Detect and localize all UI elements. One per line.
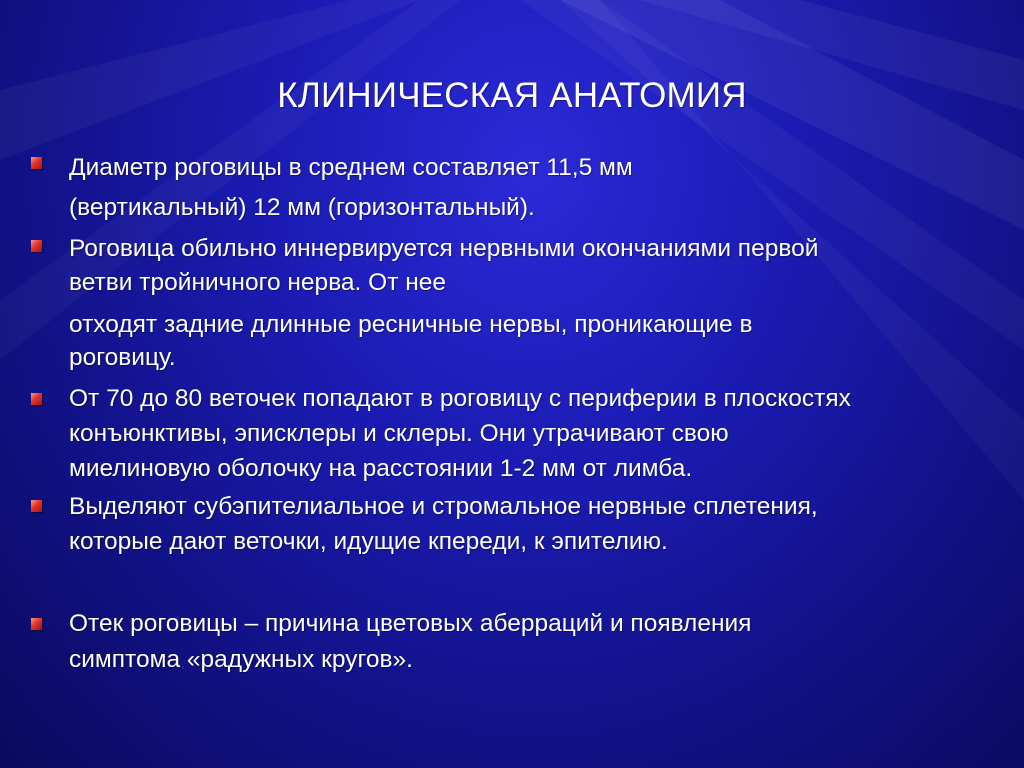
bullet-4-line-2: которые дают веточки, идущие кпереди, к эпителию. [69, 528, 668, 555]
bullet-5-line-2: симптома «радужных кругов». [69, 646, 413, 673]
bullet-4-line-1: Выделяют субэпителиальное и стромальное нервные сплетения, [69, 493, 818, 520]
bullet-2-line-4: роговицу. [69, 344, 176, 371]
bullet-3-line-2: конъюнктивы, эписклеры и склеры. Они утрачивают свою [69, 420, 729, 447]
square-bullet-icon [31, 240, 42, 252]
square-bullet-icon [31, 393, 42, 405]
bullet-2-line-2: ветви тройничного нерва. От нее [69, 269, 447, 296]
square-bullet-icon [31, 157, 42, 169]
bullet-5-line-1: Отек роговицы – причина цветовых аберраций и появления [69, 610, 752, 637]
square-bullet-icon [31, 500, 42, 512]
bullet-3-line-1: От 70 до 80 веточек попадают в роговицу с периферии в плоскостях [69, 385, 851, 412]
bullet-3-line-3: миелиновую оболочку на расстоянии 1-2 мм от лимба. [69, 455, 693, 482]
square-bullet-icon [31, 618, 42, 630]
slide-title: КЛИНИЧЕСКАЯ АНАТОМИЯ [277, 76, 747, 115]
bullet-2-line-3: отходят задние длинные ресничные нервы, проникающие в [69, 311, 753, 338]
bullet-2-line-1: Роговица обильно иннервируется нервными окончаниями первой [69, 235, 819, 262]
bullet-1-line-1: Диаметр роговицы в среднем составляет 11,5 мм [69, 154, 633, 181]
bullet-1-line-2: (вертикальный) 12 мм (горизонтальный). [69, 194, 535, 221]
